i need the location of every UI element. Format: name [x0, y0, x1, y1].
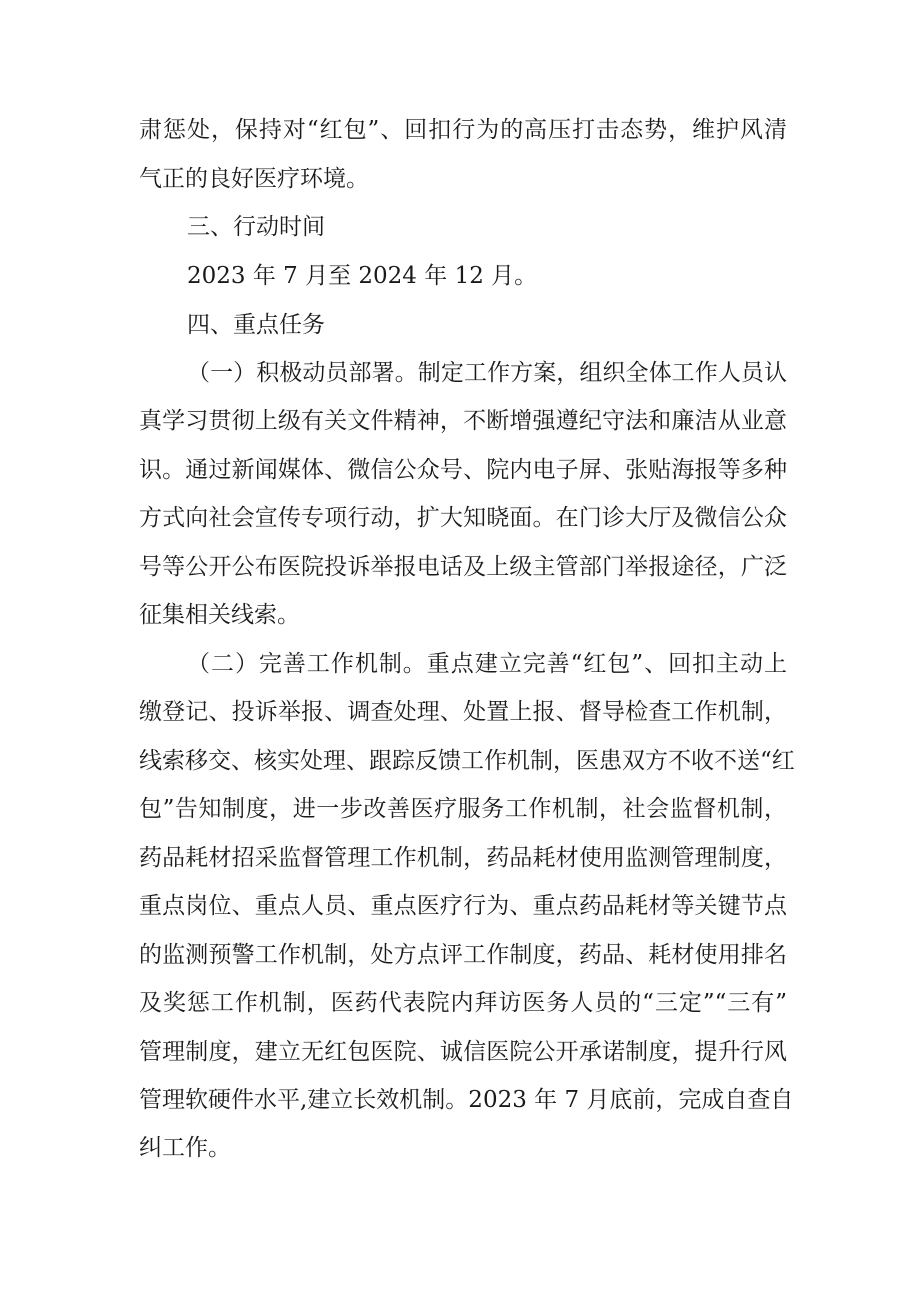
paragraph-4-line-2: 缴登记、投诉举报、调查处理、处置上报、督导检查工作机制， — [139, 699, 787, 725]
paragraph-4-line-9: 管理制度，建立无红包医院、诚信医院公开承诺制度，提升行风 — [139, 1039, 787, 1065]
paragraph-3-line-1: （一）积极动员部署。制定工作方案，组织全体工作人员认 — [187, 360, 787, 386]
section-heading-3: 三、行动时间 — [187, 214, 325, 240]
paragraph-4-line-4: 包”告知制度，进一步改善医疗服务工作机制，社会监督机制， — [139, 796, 787, 822]
paragraph-3-line-5: 号等公开公布医院投诉举报电话及上级主管部门举报途径，广泛 — [139, 554, 787, 580]
paragraph-4-line-5: 药品耗材招采监督管理工作机制，药品耗材使用监测管理制度， — [139, 845, 787, 871]
paragraph-3-line-6: 征集相关线索。 — [139, 602, 300, 628]
paragraph-3-line-3: 识。通过新闻媒体、微信公众号、院内电子屏、张贴海报等多种 — [139, 457, 787, 483]
paragraph-3-line-2: 真学习贯彻上级有关文件精神，不断增强遵纪守法和廉洁从业意 — [139, 408, 787, 434]
paragraph-4-line-6: 重点岗位、重点人员、重点医疗行为、重点药品耗材等关键节点 — [139, 893, 787, 919]
paragraph-4-line-8: 及奖惩工作机制，医药代表院内拜访医务人员的“三定”“三有” — [139, 990, 787, 1016]
paragraph-1-line-1: 肃惩处，保持对“红包”、回扣行为的高压打击态势，维护风清 — [139, 117, 787, 143]
paragraph-4-line-7: 的监测预警工作机制，处方点评工作制度，药品、耗材使用排名 — [139, 942, 787, 968]
paragraph-1-line-2: 气正的良好医疗环境。 — [139, 166, 369, 192]
paragraph-3-line-4: 方式向社会宣传专项行动，扩大知晓面。在门诊大厅及微信公众 — [139, 505, 787, 531]
paragraph-4-line-10: 管理软硬件水平,建立长效机制。2023 年 7 月底前，完成自查自 — [139, 1087, 794, 1113]
action-period: 2023 年 7 月至 2024 年 12 月。 — [187, 263, 538, 289]
paragraph-4-line-3: 线索移交、核实处理、跟踪反馈工作机制，医患双方不收不送“红 — [139, 748, 795, 774]
paragraph-4-line-1: （二）完善工作机制。重点建立完善“红包”、回扣主动上 — [187, 651, 787, 677]
paragraph-4-line-11: 纠工作。 — [139, 1135, 231, 1161]
section-heading-4: 四、重点任务 — [187, 312, 325, 338]
